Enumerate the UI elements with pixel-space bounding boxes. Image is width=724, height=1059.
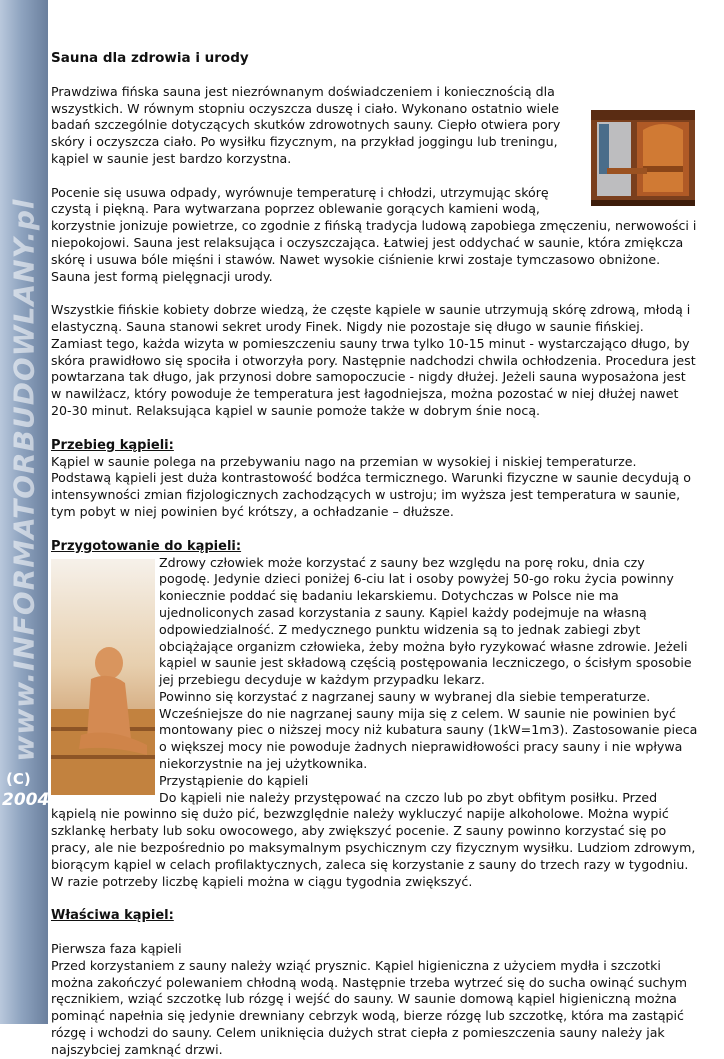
section-przygotowanie-line-1: Zdrowy człowiek może korzystać z sauny bez względu na porę roku, dnia czy pogodę. Jedynie dzieci poniżej 6-ciu lat i osoby powyżej 50-go roku życia powinny koniecznie poddać się badaniu lekarskiemu. Dotychczas w Polsce nie ma ujednoliconych zasad korzystania z sauny. Kąpiel każdy podejmuje na własną odpowiedzialność. Z medycznego punktu widzenia są to jednak zabiegi zbyt obciążające organizm człowieka, żeby można było ryzykować własne zdrowie. Jeżeli kąpiel w saunie jest składową częścią postępowania leczniczego, o ścisłym sposobie jej przebiegu decyduje w każdym przypadku lekarz. bbox=[159, 554, 692, 688]
section-heading-przebieg: Przebieg kąpieli: bbox=[51, 437, 174, 453]
section-heading-przygotowanie: Przygotowanie do kąpieli: bbox=[51, 538, 242, 554]
copyright-year: 2004 bbox=[2, 790, 50, 810]
section-wlasciwa-text: Przed korzystaniem z sauny należy wziąć prysznic. Kąpiel higieniczna z użyciem mydła i szczotki można zakończyć polewaniem chłodną wodą. Następnie trzeba wytrzeć się do sucha owinąć suchym ręcznikiem, wziąć szczotkę lub rózgę i wejść do sauny. W saunie domową kąpiel higieniczną można pominąć napełnia się jedynie drewniany cebrzyk wodą, bierze rózgę lub szczotkę, która ma zastąpić rózgę i wchodzi do sauny. Celem uniknięcia dużych strat ciepła z pomieszczenia sauny należy jak najszybciej zamknąć drzwi. bbox=[51, 957, 688, 1057]
section-heading-wlasciwa: Właściwa kąpiel: bbox=[51, 908, 174, 924]
intro-paragraph-3: Wszystkie fińskie kobiety dobrze wiedzą, że częste kąpiele w saunie utrzymują skórę zdrową, młodą i elastyczną. Sauna stanowi sekret urody Finek. Nigdy nie pozostaje się długo w saunie fińskiej. Zamiast tego, każda wizyta w pomieszczeniu sauny trwa tylko 10-15 minut - wystarczająco długo, by skóra prawidłowo się spociła i otworzyła pory. Następnie nadchodzi chwila ochłodzenia. Procedura jest powtarzana tak długo, jak przynosi dobre samopoczucie - nigdy dłużej. Jeżeli sauna wyposażona jest w nawilżacz, który powoduje że temperatura jest łagodniejsza, można pozostać w niej dłużej nawet 20-30 minut. Relaksująca kąpiel w saunie pomoże także w dobrym śnie nocą. bbox=[51, 302, 696, 418]
copyright-symbol: (C) bbox=[6, 770, 31, 788]
sauna-cabin-image bbox=[587, 108, 699, 208]
section-przygotowanie-line-2: Powinno się korzystać z nagrzanej sauny w wybranej dla siebie temperaturze. Wcześniejsze do nie nagrzanej sauny mija się z celem. W saunie nie powinien być montowany piec o niższej mocy niż kubatura sauny (1kW=1m3). Zastosowanie pieca o większej mocy nie powoduje żadnych nieprawidłowości pracy sauny i nie wpływa niekorzystnie na jej użytkownika. bbox=[159, 688, 698, 772]
intro-paragraph-1: Prawdziwa fińska sauna jest niezrównanym doświadczeniem i koniecznością dla wszystkich. W równym stopniu oczyszcza duszę i ciało. Wykonano ostatnio wiele badań szczególnie dotyczących skutków zdrowotnych sauny. Ciepło otwiera pory skóry i oczyszcza ciało. Po wysiłku fizycznym, na przykład joggingu lub treningu, kąpiel w saunie jest bardzo korzystna. bbox=[51, 83, 561, 166]
intro-paragraph-2: Pocenie się usuwa odpady, wyrównuje temperaturę i chłodzi, utrzymując skórę czystą i piękną. Para wytwarzana poprzez oblewanie gorących kamieni wodą, korzystnie jonizuje powietrze, co zgodnie z fińską tradycja ludową zapobiega zmęczeniu, nerwowości i niepokojowi. Sauna jest relaksująca i oczyszczająca. Łatwiej jest oddychać w saunie, która zmiękcza skórę i usuwa bóle mięśni i stawów. Nawet wysokie ciśnienie krwi zostaje tymczasowo obniżone. Sauna jest formą pielęgnacji urody. bbox=[51, 184, 697, 284]
section-przygotowanie-line-3: Przystąpienie do kąpieli bbox=[159, 772, 309, 788]
woman-in-sauna-image bbox=[51, 559, 155, 795]
article bbox=[51, 49, 699, 1059]
section-wlasciwa-subheading: Pierwsza faza kąpieli bbox=[51, 941, 182, 957]
section-przygotowanie-line-4: Do kąpieli nie należy przystępować na czczo lub po zbyt obfitym posiłku. Przed kąpielą nie powinno się dużo pić, bezwzględnie należy wykluczyć napije alkoholowe. Można wypić szklankę herbaty lub soku owocowego, aby zwiększyć pocenie. Z sauny powinno korzystać się po pracy, ale nie bezpośrednio po maksymalnym psychicznym czy fizycznym wysiłku. Ludziom zdrowym, biorącym kąpiel w celach profilaktycznych, zaleca się korzystanie z sauny do trzech razy w tygodniu. W razie potrzeby liczbę kąpieli można w ciągu tygodnia zwiększyć. bbox=[51, 789, 696, 889]
section-przygotowanie-body bbox=[51, 555, 699, 891]
website-watermark: www.INFORMATORBUDOWLANY.pl bbox=[7, 198, 41, 762]
section-przebieg-text: Kąpiel w saunie polega na przebywaniu nago na przemian w wysokiej i niskiej temperaturze. Podstawą kąpieli jest duża kontrastowość bodźca termicznego. Warunki fizyczne w saunie decydują o intensywności zmian fizjologicznych zachodzących w ustroju; im wyższa jest temperatura w saunie, tym pobyt w niej powinien być krótszy, a ochładzanie – dłuższe. bbox=[51, 453, 691, 519]
side-banner bbox=[0, 0, 48, 1024]
page-title: Sauna dla zdrowia i urody bbox=[51, 50, 249, 66]
